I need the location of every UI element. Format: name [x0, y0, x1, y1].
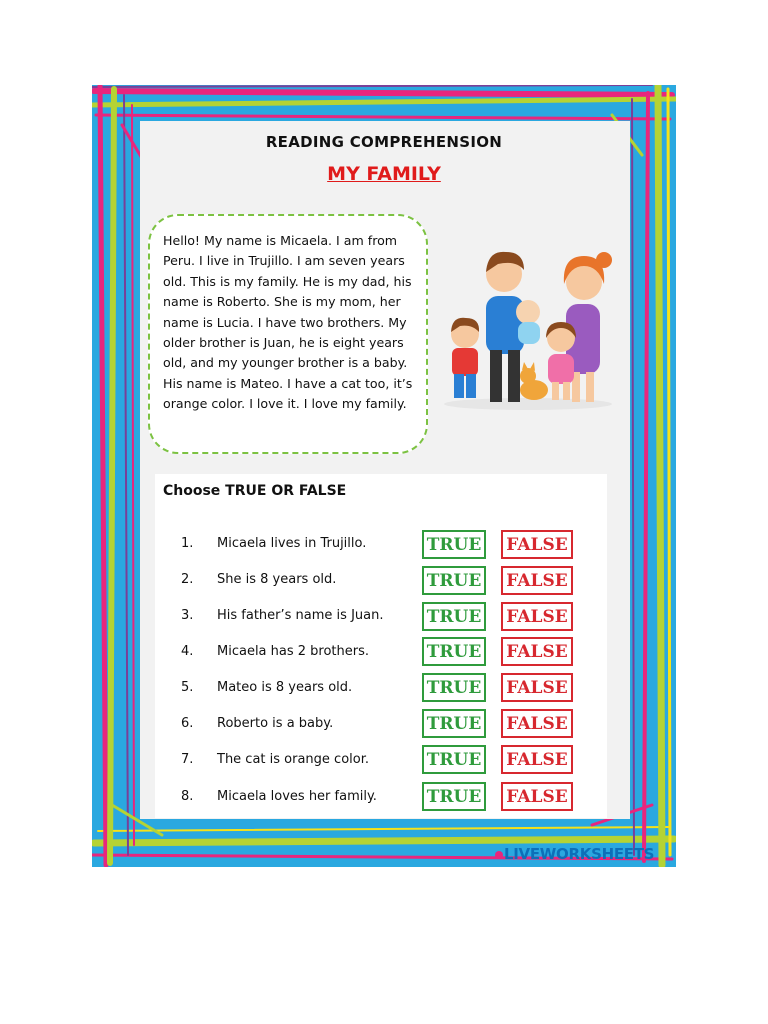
liveworksheets-logo-icon — [494, 850, 504, 860]
question-text: Micaela loves her family. — [217, 789, 377, 804]
true-button[interactable]: TRUE — [422, 745, 486, 774]
false-button[interactable]: FALSE — [501, 709, 573, 738]
question-text: She is 8 years old. — [217, 572, 337, 587]
question-text: Micaela lives in Trujillo. — [217, 536, 367, 551]
question-number: 6. — [181, 716, 194, 731]
false-button[interactable]: FALSE — [501, 566, 573, 595]
false-button[interactable]: FALSE — [501, 745, 573, 774]
worksheet-subtitle: MY FAMILY — [327, 163, 441, 185]
question-number: 2. — [181, 572, 194, 587]
true-button[interactable]: TRUE — [422, 673, 486, 702]
true-button[interactable]: TRUE — [422, 637, 486, 666]
true-button[interactable]: TRUE — [422, 709, 486, 738]
worksheet-title: READING COMPREHENSION — [265, 133, 503, 151]
question-number: 1. — [181, 536, 194, 551]
story-text: Hello! My name is Micaela. I am from Peru. I live in Trujillo. I am seven years old. This is my family. He is my dad, his name is Roberto. She is my mom, her name is Lucia. I have two brothers. My older brother is Juan, he is eight years old, and my younger brother is a baby. His name is Mateo. I have a cat too, it’s orange color. I love it. I love my family. — [163, 233, 413, 412]
true-button[interactable]: TRUE — [422, 602, 486, 631]
question-text: His father’s name is Juan. — [217, 608, 384, 623]
false-button[interactable]: FALSE — [501, 782, 573, 811]
true-button[interactable]: TRUE — [422, 530, 486, 559]
question-number: 8. — [181, 789, 194, 804]
question-number: 4. — [181, 644, 194, 659]
true-button[interactable]: TRUE — [422, 566, 486, 595]
quiz-heading: Choose TRUE OR FALSE — [163, 483, 347, 499]
question-text: Roberto is a baby. — [217, 716, 334, 731]
true-button[interactable]: TRUE — [422, 782, 486, 811]
question-number: 5. — [181, 680, 194, 695]
question-text: Mateo is 8 years old. — [217, 680, 353, 695]
false-button[interactable]: FALSE — [501, 637, 573, 666]
false-button[interactable]: FALSE — [501, 530, 573, 559]
family-illustration — [438, 244, 618, 414]
question-number: 7. — [181, 752, 194, 767]
false-button[interactable]: FALSE — [501, 602, 573, 631]
liveworksheets-watermark: LIVEWORKSHEETS — [504, 845, 655, 863]
question-text: The cat is orange color. — [217, 752, 370, 767]
question-text: Micaela has 2 brothers. — [217, 644, 370, 659]
false-button[interactable]: FALSE — [501, 673, 573, 702]
question-number: 3. — [181, 608, 194, 623]
